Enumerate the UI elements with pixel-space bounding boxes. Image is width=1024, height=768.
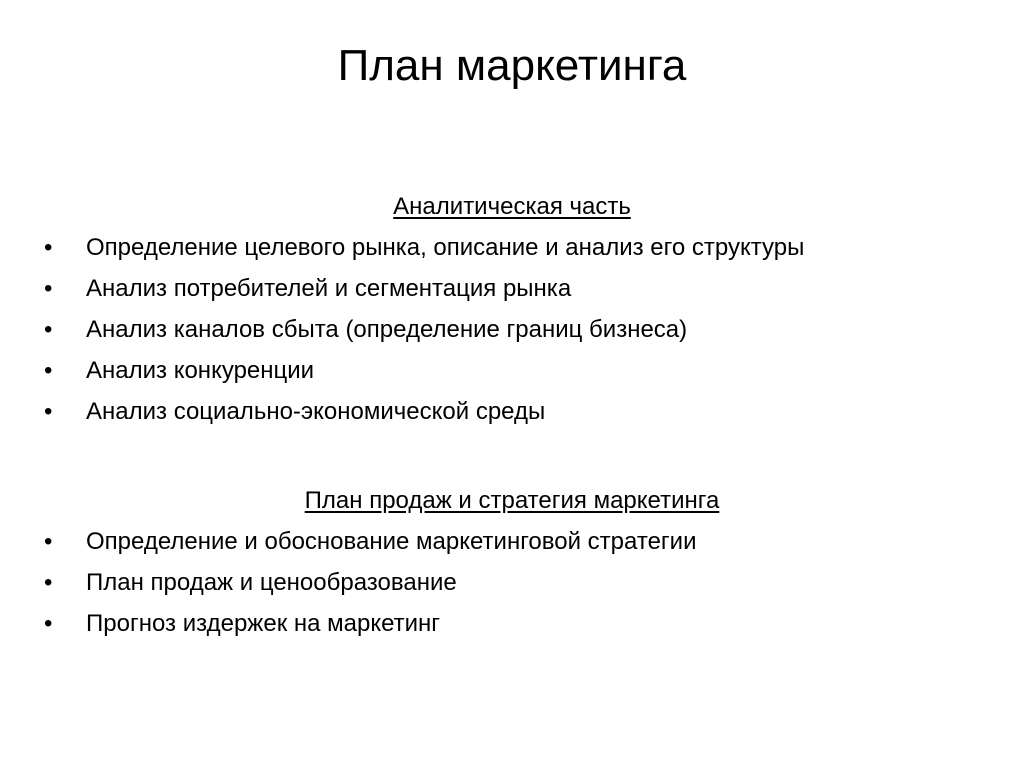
slide-title: План маркетинга <box>337 41 687 90</box>
bullet-icon: • <box>44 528 53 555</box>
list-item-text: Определение и обоснование маркетинговой стратегии <box>86 528 697 555</box>
list-item-text: Анализ потребителей и сегментация рынка <box>86 275 572 302</box>
bullet-icon: • <box>44 569 53 596</box>
bullet-icon: • <box>44 275 53 302</box>
list-item <box>0 527 1024 568</box>
bullet-icon: • <box>44 398 53 425</box>
list-item-text: Определение целевого рынка, описание и анализ его структуры <box>86 234 805 261</box>
list-item-text: Анализ каналов сбыта (определение границ бизнеса) <box>86 316 688 343</box>
bullet-list-sales-strategy <box>0 527 1024 650</box>
bullet-icon: • <box>44 316 53 343</box>
list-item <box>0 315 1024 356</box>
list-item-text: Прогноз издержек на маркетинг <box>86 610 441 637</box>
list-item <box>0 568 1024 609</box>
bullet-icon: • <box>44 610 53 637</box>
bullet-icon: • <box>44 234 53 261</box>
list-item <box>0 356 1024 397</box>
list-item <box>0 274 1024 315</box>
list-item-text: Анализ социально-экономической среды <box>86 398 546 425</box>
list-item <box>0 233 1024 274</box>
list-item <box>0 609 1024 650</box>
bullet-list-analytics <box>0 233 1024 438</box>
list-item <box>0 397 1024 438</box>
list-item-text: План продаж и ценообразование <box>86 569 457 596</box>
section-heading-analytics: Аналитическая часть <box>393 193 631 220</box>
section-heading-sales-strategy: План продаж и стратегия маркетинга <box>304 487 720 514</box>
bullet-icon: • <box>44 357 53 384</box>
list-item-text: Анализ конкуренции <box>86 357 315 384</box>
